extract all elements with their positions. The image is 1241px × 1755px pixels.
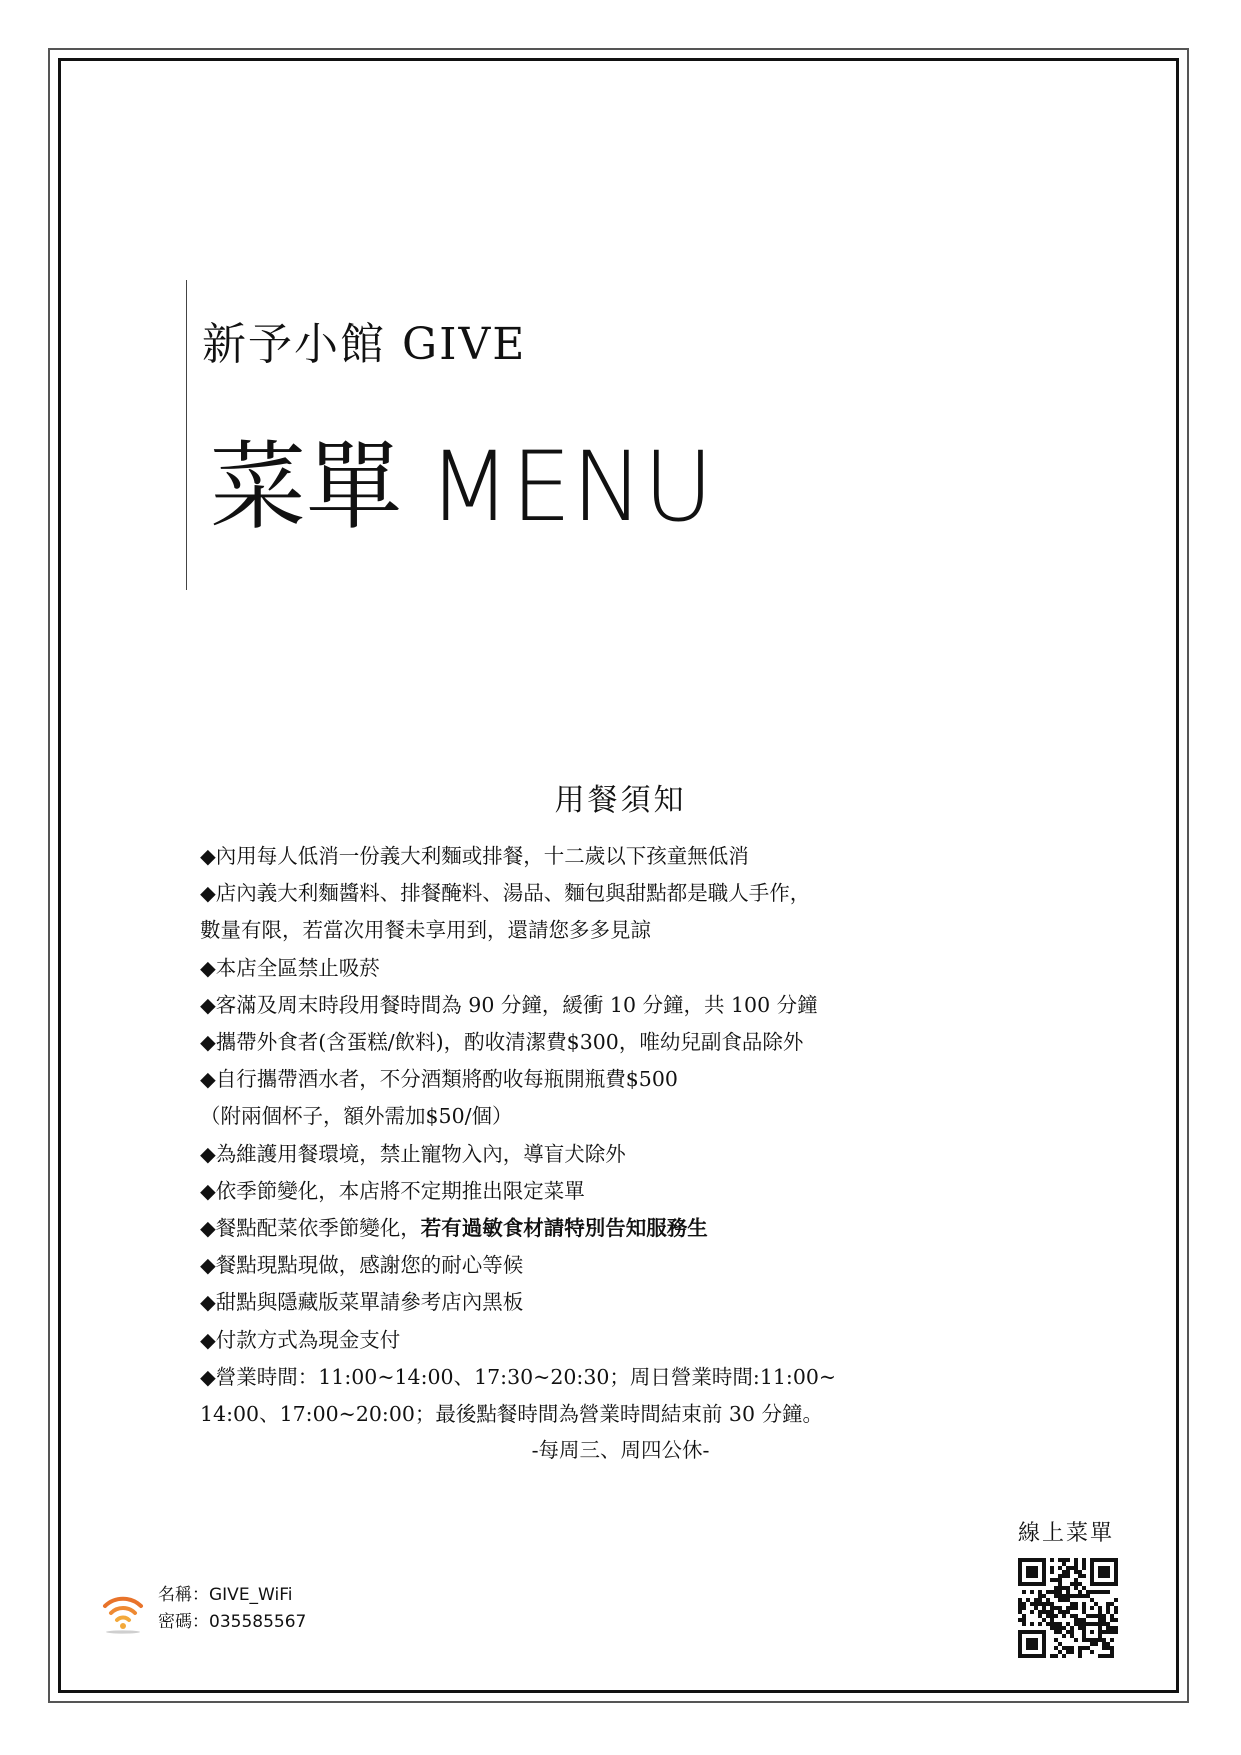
bullet-diamond: ◆ bbox=[200, 1364, 216, 1389]
menu-title-en: MENU bbox=[428, 431, 714, 543]
bullet-diamond: ◆ bbox=[200, 1253, 216, 1278]
bullet-diamond: ◆ bbox=[200, 1141, 216, 1166]
bullet-diamond: ◆ bbox=[200, 1216, 216, 1241]
rule-item: ◆本店全區禁止吸菸 bbox=[200, 955, 380, 980]
rule-item-continuation: 數量有限，若當次用餐未享用到，還請您多多見諒 bbox=[200, 918, 651, 943]
qr-code-icon[interactable] bbox=[1018, 1558, 1118, 1658]
rule-item: ◆為維護用餐環境，禁止寵物入內，導盲犬除外 bbox=[200, 1141, 626, 1166]
allergy-notice: 若有過敏食材請特別告知服務生 bbox=[420, 1216, 708, 1241]
rule-item-continuation: （附兩個杯子，額外需加$50/個） bbox=[200, 1104, 513, 1129]
wifi-password: 密碼：035585567 bbox=[158, 1612, 307, 1632]
restaurant-name: 新予小館 GIVE bbox=[202, 319, 527, 370]
rule-item: ◆付款方式為現金支付 bbox=[200, 1327, 401, 1352]
bullet-diamond: ◆ bbox=[200, 1290, 216, 1315]
bullet-diamond: ◆ bbox=[200, 1178, 216, 1203]
bullet-diamond: ◆ bbox=[200, 992, 216, 1017]
rule-item: ◆餐點現點現做，感謝您的耐心等候 bbox=[200, 1253, 524, 1278]
bullet-diamond: ◆ bbox=[200, 955, 216, 980]
menu-title bbox=[210, 432, 714, 542]
rule-item-continuation: 14:00、17:00~20:00；最後點餐時間為營業時間結束前 30 分鐘。 bbox=[200, 1402, 824, 1427]
rule-item: ◆甜點與隱藏版菜單請參考店內黑板 bbox=[200, 1290, 524, 1315]
wifi-icon bbox=[102, 1590, 144, 1634]
bullet-diamond: ◆ bbox=[200, 1030, 216, 1055]
rule-item-hours: ◆營業時間：11:00~14:00、17:30~20:30；周日營業時間:11:00~ bbox=[200, 1364, 837, 1389]
title-vertical-rule bbox=[186, 280, 187, 590]
bullet-diamond: ◆ bbox=[200, 844, 216, 868]
rule-item: ◆內用每人低消一份義大利麵或排餐，十二歲以下孩童無低消 bbox=[200, 844, 749, 868]
menu-title-zh: 菜單 bbox=[210, 431, 402, 543]
bullet-diamond: ◆ bbox=[200, 881, 216, 906]
rule-item: ◆攜帶外食者(含蛋糕/飲料)，酌收清潔費$300，唯幼兒副食品除外 bbox=[200, 1030, 804, 1055]
notice-heading: 用餐須知 bbox=[554, 783, 687, 818]
rule-item: ◆餐點配菜依季節變化，若有過敏食材請特別告知服務生 bbox=[200, 1216, 708, 1241]
online-menu-label: 線上菜單 bbox=[1018, 1521, 1115, 1546]
rule-item: ◆依季節變化，本店將不定期推出限定菜單 bbox=[200, 1178, 585, 1203]
rule-item: ◆店內義大利麵醬料、排餐醃料、湯品、麵包與甜點都是職人手作， bbox=[200, 881, 811, 906]
wifi-name: 名稱：GIVE_WiFi bbox=[158, 1585, 293, 1605]
wifi-info bbox=[158, 1582, 306, 1636]
rule-item: ◆客滿及周末時段用餐時間為 90 分鐘，緩衝 10 分鐘，共 100 分鐘 bbox=[200, 992, 818, 1017]
closed-days: -每周三、周四公休- bbox=[531, 1438, 710, 1462]
rule-item: ◆自行攜帶酒水者，不分酒類將酌收每瓶開瓶費$500 bbox=[200, 1067, 678, 1092]
bullet-diamond: ◆ bbox=[200, 1067, 216, 1092]
dining-rules-list bbox=[200, 838, 1000, 1433]
bullet-diamond: ◆ bbox=[200, 1327, 216, 1352]
